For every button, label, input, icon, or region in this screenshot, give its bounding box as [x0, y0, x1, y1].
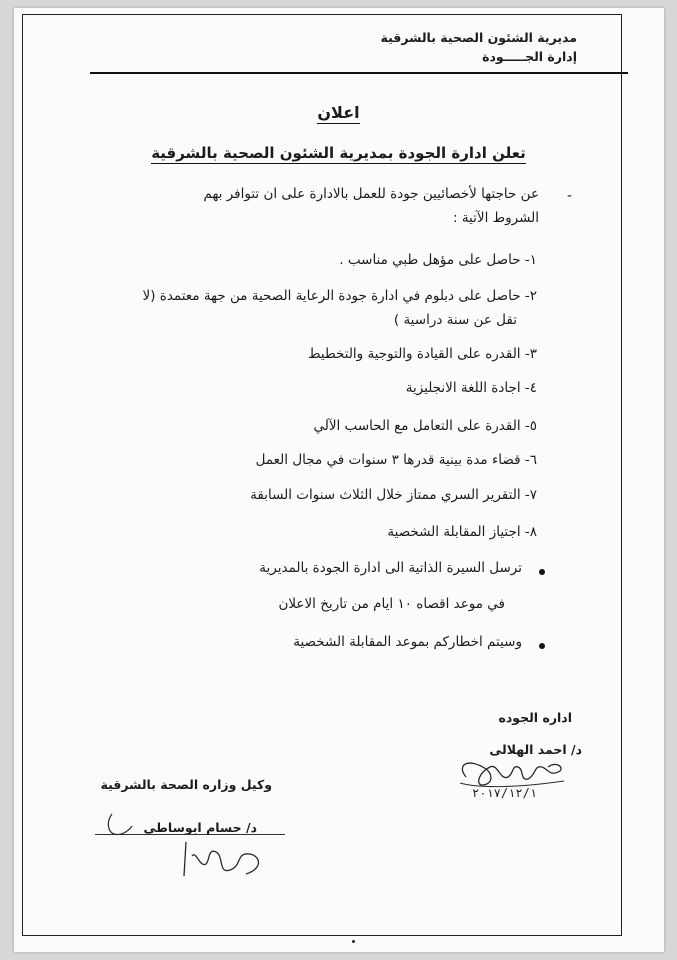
condition-2-cont: تقل عن سنة دراسية )	[393, 312, 517, 328]
intro-line-2: الشروط الآتية :	[452, 210, 539, 226]
announcement-title: اعلان	[317, 103, 360, 122]
bullet-dot-1	[539, 569, 545, 575]
condition-7: ٧- التقرير السري ممتاز خلال الثلاث سنوات السابقة	[250, 487, 537, 503]
condition-4: ٤- اجادة اللغة الانجليزية	[405, 380, 537, 396]
announcement-subtitle: تعلن ادارة الجودة بمديرية الشئون الصحية بالشرقية	[151, 144, 526, 162]
org-name: مديرية الشئون الصحية بالشرقية	[380, 30, 577, 45]
condition-5: ٥- القدرة على التعامل مع الحاسب الآلي	[313, 418, 537, 434]
bullet-item-1: ترسل السيرة الذاتية الى ادارة الجودة بالمديرية	[259, 560, 522, 576]
deputy-signature	[180, 838, 270, 882]
intro-line-1: عن حاجتها لأخصائيين جودة للعمل بالادارة على ان تتوافر بهم	[203, 186, 539, 202]
quality-signer-name: د/ احمد الهلالى	[489, 742, 582, 757]
bullet-dot-2	[539, 643, 545, 649]
deputy-initial-mark	[98, 812, 138, 842]
deputy-title: وكيل وزاره الصحة بالشرقية	[100, 777, 272, 792]
quality-dept-label: اداره الجوده	[498, 710, 572, 725]
condition-8: ٨- اجتياز المقابلة الشخصية	[387, 524, 537, 540]
signature-date: ٢٠١٧/١٢/١	[472, 786, 538, 800]
header-rule	[90, 72, 628, 74]
dept-name: إدارة الجـــــودة	[482, 49, 577, 64]
deputy-signer-name: د/ حسام ابوساطي	[143, 820, 257, 835]
condition-2: ٢- حاصل على دبلوم في ادارة جودة الرعاية الصحية من جهة معتمدة (لا	[142, 288, 537, 304]
bullet-item-2: وسيتم اخطاركم بموعد المقابلة الشخصية	[293, 634, 522, 650]
intro-dash: -	[566, 188, 572, 204]
stray-mark	[352, 940, 355, 943]
condition-3: ٣- القدره على القيادة والتوجية والتخطيط	[308, 346, 537, 362]
condition-1: ١- حاصل على مؤهل طبي مناسب .	[339, 252, 537, 268]
condition-6: ٦- قضاء مدة بينية قدرها ٣ سنوات في مجال العمل	[255, 452, 537, 468]
bullet-item-1-cont: في موعد اقصاه ١٠ ايام من تاريخ الاعلان	[278, 596, 505, 612]
